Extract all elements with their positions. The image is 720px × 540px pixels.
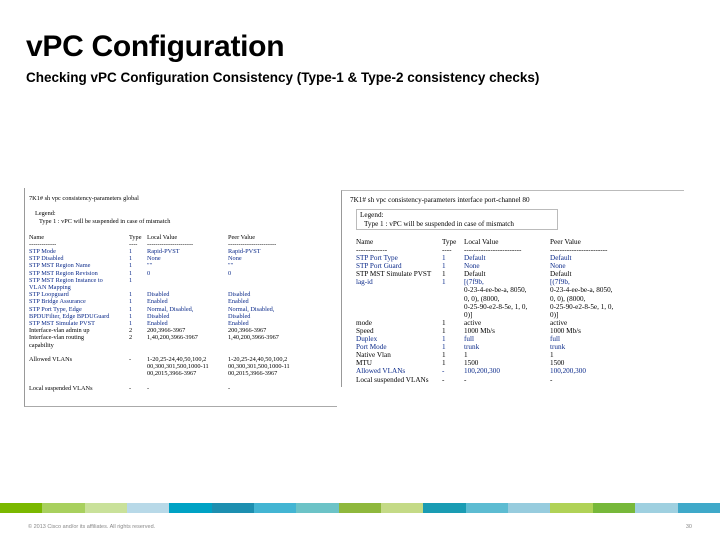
cell-peer-value: 1,40,200,3966-3967 [228, 334, 279, 342]
cell-type: 1 [129, 248, 133, 255]
cell-local-value: Enabled [147, 298, 168, 306]
cell-local-value: Local Value [147, 234, 178, 241]
cell-peer-value: None [550, 262, 566, 271]
cell-name: STP Bridge Assurance [29, 298, 86, 306]
cell-peer-value: 00,300,301,500,1000-11 [228, 363, 290, 371]
cell-type: 1 [129, 276, 133, 284]
cell-name: Interface-vlan admin up [29, 327, 90, 335]
legend-title: Legend: [35, 210, 56, 217]
cell-type: - [442, 375, 445, 384]
cell-name: Allowed VLANs [356, 367, 406, 376]
footer-color-segment [593, 503, 635, 513]
cell-type: 1 [129, 291, 133, 299]
cell-name: Duplex [356, 335, 378, 343]
cell-peer-value: 0-23-4-ee-be-a, 8050, [550, 286, 613, 295]
cell-type: 1 [442, 254, 446, 262]
cell-type: - [129, 356, 132, 363]
cell-name: Local suspended VLANs [356, 375, 429, 384]
cell-name: VLAN Mapping [29, 284, 71, 291]
legend-title: Legend: [360, 211, 384, 219]
cell-peer-value: full [550, 335, 560, 343]
cell-peer-value: Enabled [228, 298, 249, 306]
cell-name: STP Loopguard [29, 291, 69, 299]
cell-local-value: 0-25-90-e2-8-5e, 1, 0, [464, 302, 528, 311]
cell-peer-value: Default [550, 270, 572, 279]
cell-name: Name [29, 234, 45, 241]
cell-local-value: active [464, 318, 482, 327]
cell-peer-value: Rapid-PVST [228, 248, 261, 255]
cell-name: STP Port Type [356, 254, 398, 262]
cell-local-value: - [464, 375, 467, 384]
cell-type: 1 [129, 312, 133, 320]
cell-name: MTU [356, 359, 372, 368]
cell-local-value: Disabled [147, 291, 170, 299]
cell-name: STP MST Region Instance to [29, 276, 103, 284]
footer-color-segment [212, 503, 254, 513]
cell-type: - [442, 367, 445, 376]
cell-local-value: 0)] [464, 310, 473, 319]
cell-name: BPDUFilter, Edge BPDUGuard [29, 312, 110, 320]
cell-type: 1 [442, 359, 446, 368]
cell-type: 1 [442, 326, 446, 335]
cell-type: ---- [442, 246, 452, 254]
cell-peer-value: 200,3966-3967 [228, 327, 267, 335]
cell-name: STP MST Region Revision [29, 269, 98, 277]
cell-peer-value: trunk [550, 343, 566, 352]
cell-name: STP Disabled [29, 255, 64, 263]
cell-peer-value: 0 [228, 269, 232, 277]
slide-title: vPC Configuration [26, 30, 285, 63]
cell-type: 1 [129, 320, 133, 327]
cell-local-value: ------------------------ [464, 246, 522, 254]
cell-local-value: Enabled [147, 320, 168, 327]
cell-peer-value: [(7f9b, [550, 278, 570, 287]
cell-local-value: Normal, Disabled, [147, 305, 194, 313]
cell-local-value: Local Value [464, 238, 499, 246]
cell-local-value: 1500 [464, 359, 479, 368]
cell-peer-value: - [550, 375, 553, 384]
cell-peer-value: None [228, 255, 242, 263]
cell-peer-value: ------------------------ [550, 246, 608, 254]
footer-color-bar [0, 503, 720, 513]
cell-local-value: 0 [147, 269, 151, 277]
footer-color-segment [635, 503, 677, 513]
cell-local-value: - [147, 384, 150, 392]
cell-name: Local suspended VLANs [29, 384, 93, 392]
cell-local-value: ---------------------- [147, 241, 194, 248]
copyright-text: © 2013 Cisco and/or its affiliates. All rights reserved. [28, 524, 156, 530]
cell-type: 1 [442, 318, 446, 327]
cell-peer-value: 1500 [550, 359, 565, 368]
cell-type: 1 [129, 269, 133, 277]
cell-local-value: 100,200,300 [464, 367, 500, 376]
cell-peer-value: 1000 Mb/s [550, 326, 581, 335]
footer-color-segment [296, 503, 338, 513]
cell-local-value: Default [464, 270, 486, 279]
cell-peer-value: active [550, 318, 568, 327]
cell-local-value: 1 [464, 351, 468, 360]
cell-name: STP Port Guard [356, 262, 402, 271]
cell-type: 1 [129, 305, 133, 313]
footer-color-segment [169, 503, 211, 513]
cell-name: capability [29, 341, 54, 349]
cell-peer-value: 1-20,25-24,40,50,100,2 [228, 356, 288, 363]
cell-local-value: Default [464, 254, 486, 262]
cell-type: 1 [129, 255, 133, 263]
cell-peer-value: Normal, Disabled, [228, 305, 275, 313]
cell-peer-value: Default [550, 254, 572, 262]
footer-color-segment [466, 503, 508, 513]
cell-type: 1 [442, 278, 446, 287]
page-number: 30 [685, 524, 692, 530]
cell-name: ------------- [356, 246, 388, 254]
footer-color-segment [339, 503, 381, 513]
command-line: 7K1# sh vpc consistency-parameters global [29, 195, 139, 202]
cell-type: 1 [442, 351, 446, 360]
cell-local-value: Disabled [147, 312, 170, 320]
cell-name: Name [356, 238, 374, 246]
cell-name: STP Port Type, Edge [29, 305, 82, 313]
footer-color-segment [85, 503, 127, 513]
cell-type: 1 [442, 270, 446, 279]
cell-peer-value: Enabled [228, 320, 249, 327]
cell-type: 1 [442, 343, 446, 352]
footer-color-segment [508, 503, 550, 513]
cell-local-value: 1000 Mb/s [464, 326, 495, 335]
footer-color-segment [42, 503, 84, 513]
cell-type: 2 [129, 334, 133, 342]
cell-local-value: 200,3966-3967 [147, 327, 186, 335]
cell-type: 1 [129, 262, 133, 270]
cell-peer-value: 1 [550, 351, 554, 360]
cell-peer-value: Disabled [228, 312, 251, 320]
interface-consistency-output [341, 190, 684, 387]
cell-name: STP MST Simulate PVST [29, 320, 95, 327]
slide-subtitle: Checking vPC Configuration Consistency (Type-1 & Type-2 consistency checks) [26, 70, 540, 85]
cell-peer-value: 0-25-90-e2-8-5e, 1, 0, [550, 302, 614, 311]
cell-local-value: Rapid-PVST [147, 248, 180, 255]
cell-local-value: "" [147, 262, 153, 270]
cell-local-value: 0-23-4-ee-be-a, 8050, [464, 286, 527, 295]
cell-type: 1 [442, 335, 446, 343]
footer-color-segment [381, 503, 423, 513]
footer-color-segment [127, 503, 169, 513]
legend-text: Type 1 : vPC will be suspended in case of mismatch [39, 218, 171, 225]
footer-color-segment [423, 503, 465, 513]
cell-local-value: 0, 0), (8000, [464, 294, 500, 303]
cell-type: Type [442, 238, 457, 246]
cell-type: - [129, 384, 132, 392]
cell-peer-value: ----------------------- [228, 241, 277, 248]
cell-local-value: None [464, 262, 480, 271]
cell-peer-value: 0, 0), (8000, [550, 294, 586, 303]
cell-local-value: [(7f9b, [464, 278, 484, 287]
cell-peer-value: "" [228, 262, 234, 270]
footer-color-segment [254, 503, 296, 513]
cell-peer-value: - [228, 384, 231, 392]
command-line: 7K1# sh vpc consistency-parameters interface port-channel 80 [350, 196, 530, 204]
cell-name: STP MST Region Name [29, 262, 91, 270]
cell-name: lag-id [356, 278, 373, 287]
cell-local-value: None [147, 255, 161, 263]
cell-local-value: 1-20,25-24,40,50,100,2 [147, 356, 207, 363]
cell-name: Interface-vlan routing [29, 334, 85, 342]
cell-peer-value: 00,2015,3966-3967 [228, 370, 278, 378]
cell-peer-value: 100,200,300 [550, 367, 586, 376]
legend-text: Type 1 : vPC will be suspended in case of mismatch [364, 220, 515, 228]
cell-type: 2 [129, 327, 133, 335]
cell-name: Port Mode [356, 343, 387, 352]
cell-local-value: 00,300,301,500,1000-11 [147, 363, 209, 371]
cell-name: Native Vlan [356, 351, 391, 360]
cell-peer-value: Peer Value [228, 234, 255, 241]
cell-local-value: 00,2015,3966-3967 [147, 370, 197, 378]
cell-name: Allowed VLANs [29, 356, 73, 363]
footer-color-segment [678, 503, 720, 513]
cell-peer-value: 0)] [550, 310, 559, 319]
cell-local-value: 1,40,200,3966-3967 [147, 334, 198, 342]
cell-type: 1 [442, 262, 446, 271]
cell-name: mode [356, 318, 372, 327]
cell-type: ---- [129, 241, 138, 248]
footer-color-segment [550, 503, 592, 513]
cell-type: Type [129, 234, 142, 241]
cell-name: STP MST Simulate PVST [356, 270, 432, 279]
cell-name: Speed [356, 326, 374, 335]
cell-local-value: full [464, 335, 474, 343]
cell-peer-value: Peer Value [550, 238, 581, 246]
cell-name: STP Mode [29, 248, 56, 255]
cell-local-value: trunk [464, 343, 480, 352]
global-consistency-output [24, 188, 337, 407]
cell-peer-value: Disabled [228, 291, 251, 299]
footer-color-segment [0, 503, 42, 513]
cell-type: 1 [129, 298, 133, 306]
cell-name: ------------- [29, 241, 57, 248]
